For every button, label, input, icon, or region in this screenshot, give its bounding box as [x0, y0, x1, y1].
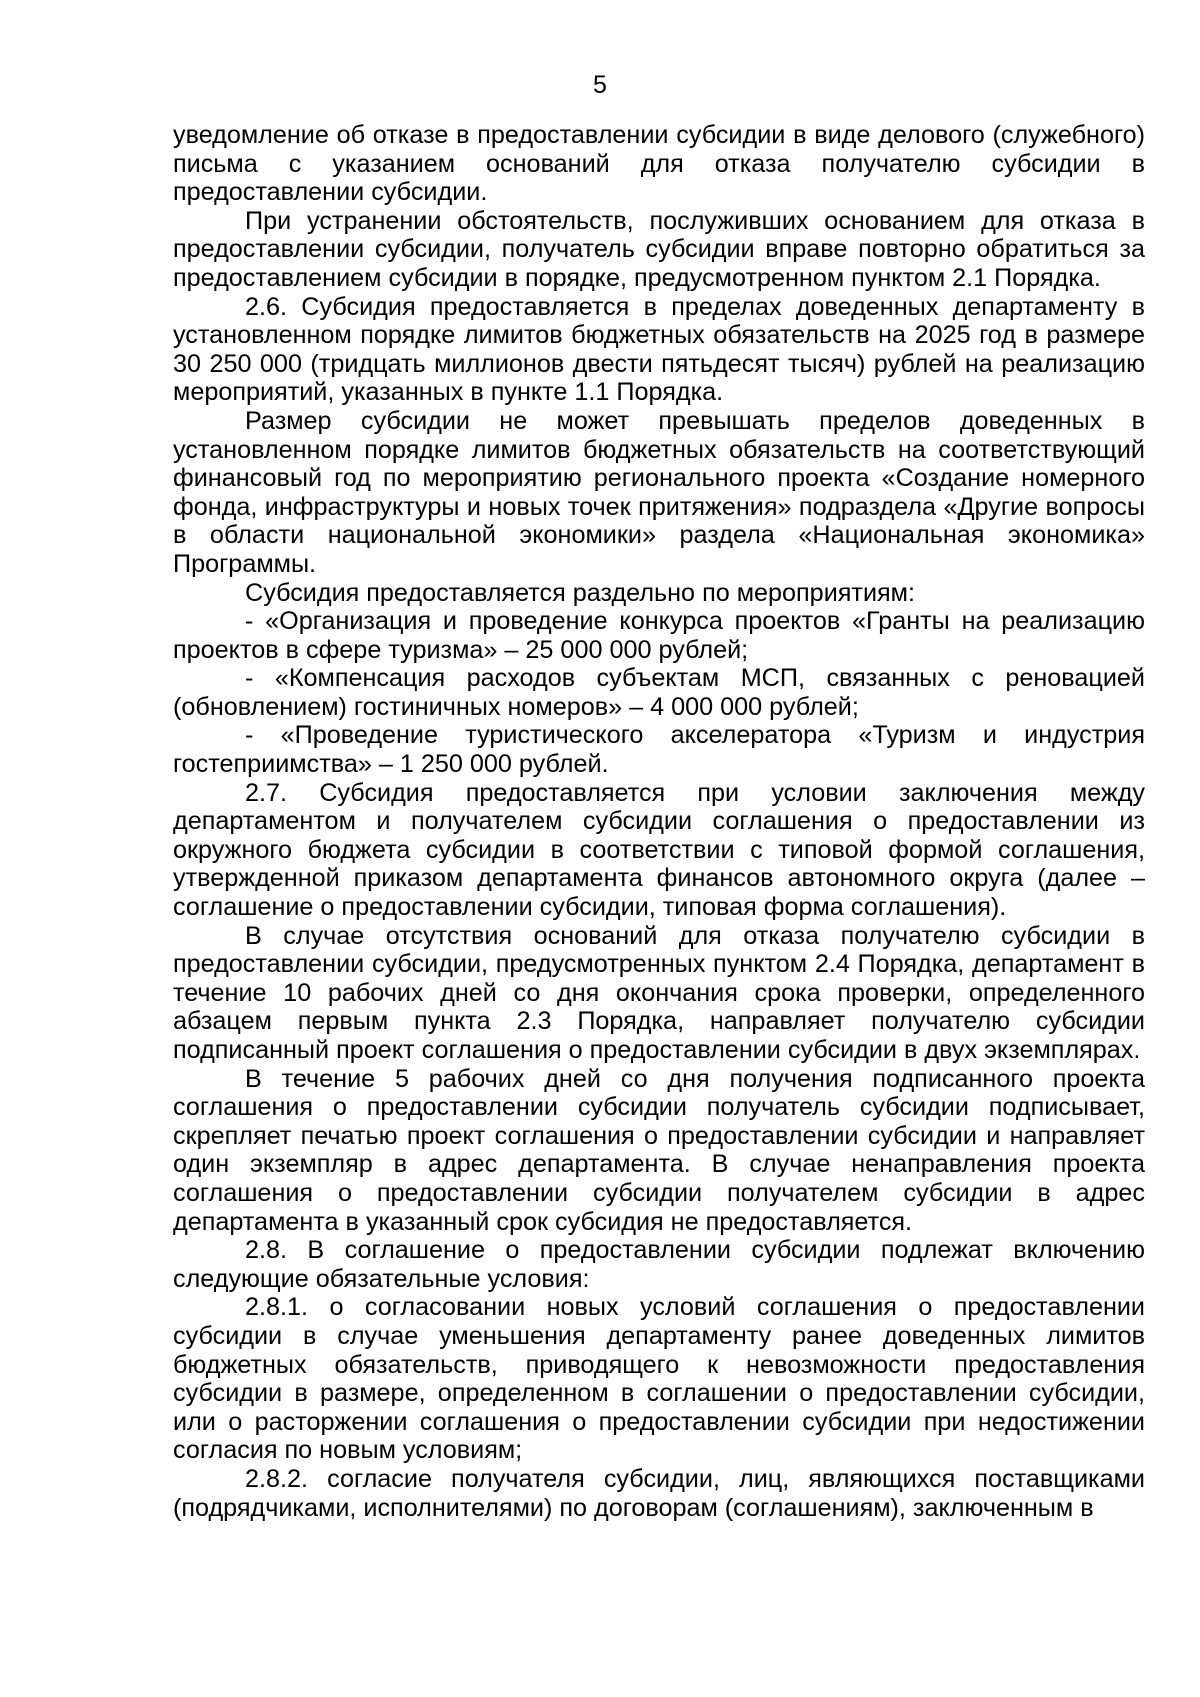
paragraph-2-8-2: 2.8.2. согласие получателя субсидии, лиц, являющихся поставщиками (подрядчиками, исполнителями) по договорам (соглашениям), заключенным в [173, 1464, 1145, 1522]
paragraph-no-refusal: В случае отсутствия оснований для отказа получателю субсидии в предоставлении субсидии, предусмотренных пунктом 2.4 Порядка, департамент в течение 10 рабочих дней со дня окончания срока проверки, определенного абзацем первым пункта 2.3 Порядка, направляет получателю субсидии подписанный проект соглашения о предоставлении субсидии в двух экземплярах. [173, 921, 1145, 1064]
paragraph-2-8: 2.8. В соглашение о предоставлении субсидии подлежат включению следующие обязательные условия: [173, 1236, 1145, 1293]
paragraph-2-6: 2.6. Субсидия предоставляется в пределах доведенных департаменту в установленном порядке лимитов бюджетных обязательств на 2025 год в размере 30 250 000 (тридцать миллионов двести пятьдесят тысяч) рублей на реализацию мероприятий, указанных в пункте 1.1 Порядка. [173, 292, 1145, 407]
paragraph-2-7: 2.7. Субсидия предоставляется при условии заключения между департаментом и получателем субсидии соглашения о предоставлении из окружного бюджета субсидии в соответствии с типовой формой соглашения, утвержденной приказом департамента финансов автономного округа (далее – соглашение о предоставлении субсидии, типовая форма соглашения). [173, 778, 1145, 922]
list-item-grants: - «Организация и проведение конкурса проектов «Гранты на реализацию проектов в сфере туризма» – 25 000 000 рублей; [173, 607, 1145, 664]
paragraph-continuation: уведомление об отказе в предоставлении субсидии в виде делового (служебного) письма с указанием оснований для отказа получателю субсидии в предоставлении субсидии. [173, 121, 1145, 207]
paragraph-reapply: При устранении обстоятельств, послуживших основанием для отказа в предоставлении субсидии, получатель субсидии вправе повторно обратиться за предоставлением субсидии в порядке, предусмотренном пунктом 2.1 Порядка. [173, 206, 1145, 292]
paragraph-subsidy-limit: Размер субсидии не может превышать пределов доведенных в установленном порядке лимитов бюджетных обязательств на соответствующий финансовый год по мероприятию регионального проекта «Создание номерного фонда, инфраструктуры и новых точек притяжения» подраздела «Другие вопросы в области национальной экономики» раздела «Национальная экономика» Программы. [173, 406, 1145, 578]
paragraph-2-8-1: 2.8.1. о согласовании новых условий соглашения о предоставлении субсидии в случае уменьшения департаменту ранее доведенных лимитов бюджетных обязательств, приводящего к невозможности предоставления субсидии в размере, определенном в соглашении о предоставлении субсидии, или о расторжении соглашения о предоставлении субсидии при недостижении согласия по новым условиям; [173, 1293, 1145, 1465]
document-body [173, 121, 1145, 1522]
paragraph-signing: В течение 5 рабочих дней со дня получения подписанного проекта соглашения о предоставлении субсидии получатель субсидии подписывает, скрепляет печатью проект соглашения о предоставлении субсидии и направляет один экземпляр в адрес департамента. В случае ненаправления проекта соглашения о предоставлении субсидии получателем субсидии в адрес департамента в указанный срок субсидия не предоставляется. [173, 1064, 1145, 1236]
list-item-accelerator: - «Проведение туристического акселератора «Туризм и индустрия гостеприимства» – 1 250 000 рублей. [173, 721, 1145, 779]
list-item-compensation: - «Компенсация расходов субъектам МСП, связанных с реновацией (обновлением) гостиничных номеров» – 4 000 000 рублей; [173, 664, 1145, 721]
page-number: 5 [593, 71, 607, 99]
paragraph-by-activities: Субсидия предоставляется раздельно по мероприятиям: [245, 578, 915, 607]
